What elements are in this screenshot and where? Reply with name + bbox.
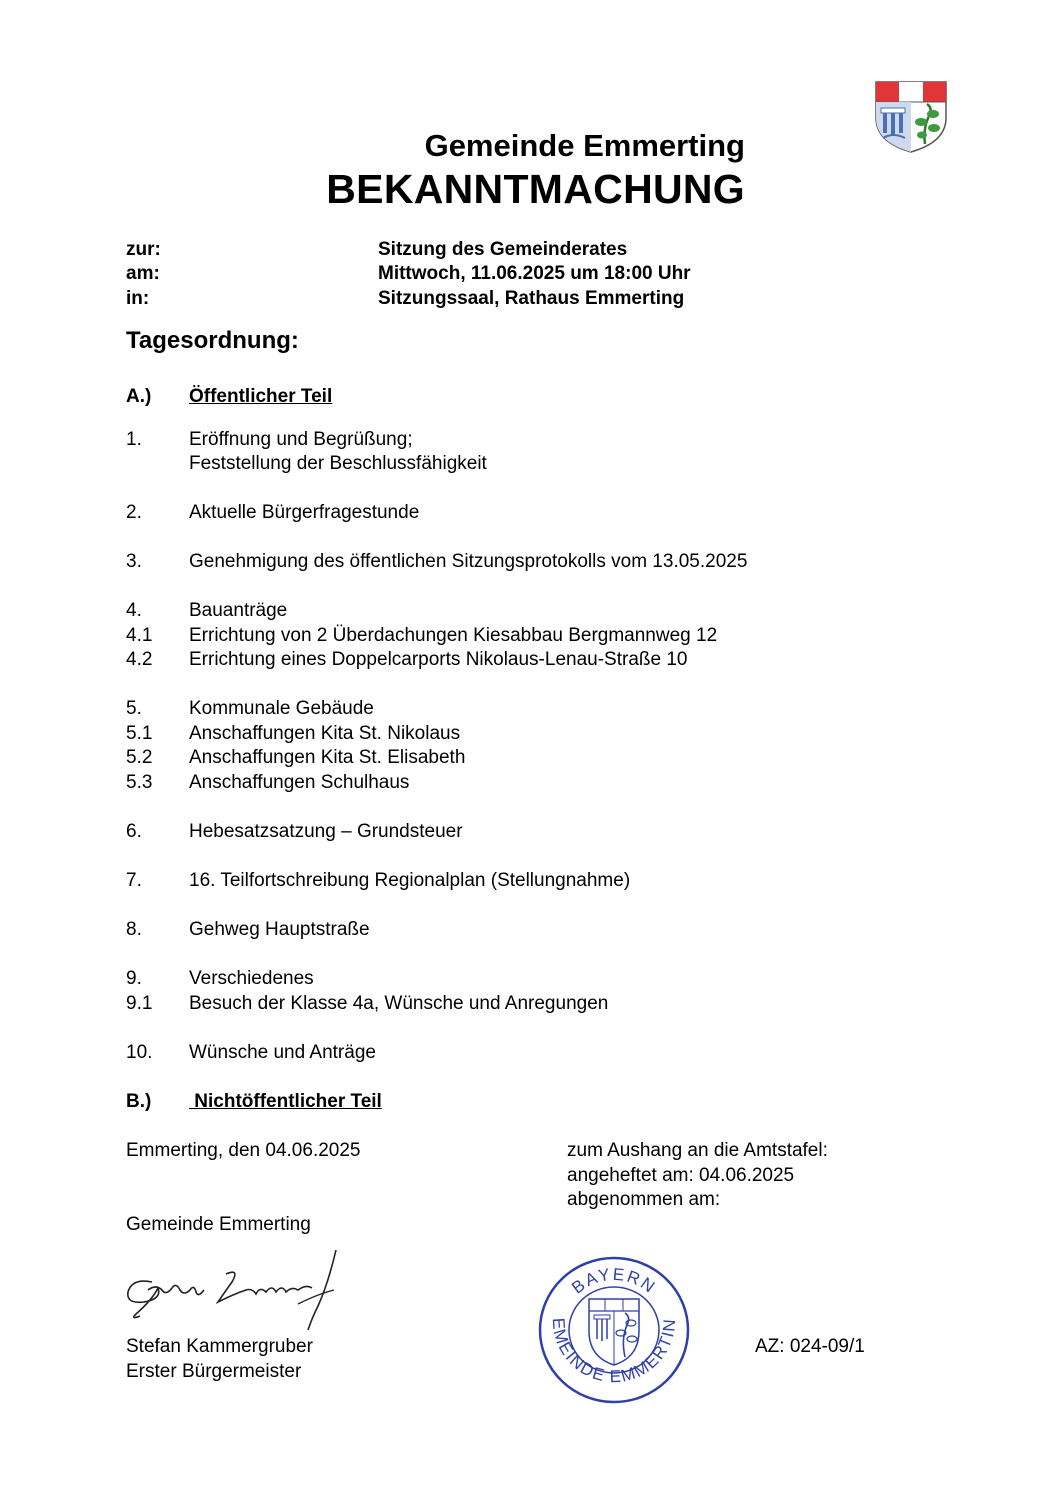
item-text: 16. Teilfortschreibung Regionalplan (Stellungnahme) (189, 870, 631, 891)
svg-text:BAYERN: BAYERN (568, 1264, 660, 1298)
posted-date: angeheftet am: 04.06.2025 (567, 1165, 795, 1186)
item-text: Bauanträge (189, 600, 288, 621)
meta-label: in: (126, 288, 150, 309)
meta-value: Sitzung des Gemeinderates (378, 239, 628, 260)
official-seal-icon (537, 1255, 691, 1405)
item-number: 2. (126, 502, 142, 523)
item-text: Verschiedenes (189, 968, 314, 989)
item-number: 9.1 (126, 993, 153, 1014)
removed-date: abgenommen am: (567, 1189, 721, 1210)
item-text: Eröffnung und Begrüßung; (189, 429, 413, 450)
item-number: 5.1 (126, 723, 153, 744)
item-text: Genehmigung des öffentlichen Sitzungsprotokolls vom 13.05.2025 (189, 551, 748, 572)
municipality-title: Gemeinde Emmerting (424, 128, 745, 163)
item-number: 6. (126, 821, 142, 842)
organization: Gemeinde Emmerting (126, 1214, 311, 1235)
item-number: 4.2 (126, 649, 153, 670)
posting-title: zum Aushang an die Amtstafel: (567, 1140, 828, 1161)
svg-text:GEMEINDE EMMERTING: EMEINDE EMMERTIN (548, 1317, 680, 1387)
signature-icon (122, 1244, 340, 1336)
item-number: 4. (126, 600, 142, 621)
item-number: 8. (126, 919, 142, 940)
item-text: Kommunale Gebäude (189, 698, 374, 719)
item-number: 4.1 (126, 625, 153, 646)
agenda-heading: Tagesordnung: (126, 327, 299, 354)
item-text: Wünsche und Anträge (189, 1042, 376, 1063)
item-number: 3. (126, 551, 142, 572)
item-text: Besuch der Klasse 4a, Wünsche und Anregungen (189, 993, 609, 1014)
place-date: Emmerting, den 04.06.2025 (126, 1140, 361, 1161)
section-title: Nichtöffentlicher Teil (189, 1091, 382, 1112)
signer-role: Erster Bürgermeister (126, 1361, 302, 1382)
item-text: Anschaffungen Schulhaus (189, 772, 410, 793)
item-number: 5. (126, 698, 142, 719)
item-number: 7. (126, 870, 142, 891)
coat-of-arms-icon (873, 80, 949, 154)
item-text: Anschaffungen Kita St. Elisabeth (189, 747, 466, 768)
reference-number: AZ: 024-09/1 (755, 1336, 865, 1357)
section-label: B.) (126, 1091, 152, 1112)
item-number: 10. (126, 1042, 153, 1063)
document-title: BEKANNTMACHUNG (326, 166, 745, 212)
item-number: 1. (126, 429, 142, 450)
item-text: Aktuelle Bürgerfragestunde (189, 502, 420, 523)
meta-label: zur: (126, 239, 161, 260)
item-number: 9. (126, 968, 142, 989)
section-title: Öffentlicher Teil (189, 386, 333, 407)
item-text: Anschaffungen Kita St. Nikolaus (189, 723, 461, 744)
meta-label: am: (126, 263, 160, 284)
item-number: 5.2 (126, 747, 153, 768)
meta-value: Mittwoch, 11.06.2025 um 18:00 Uhr (378, 263, 691, 284)
item-text: Errichtung eines Doppelcarports Nikolaus-Lenau-Straße 10 (189, 649, 688, 670)
item-text: Gehweg Hauptstraße (189, 919, 370, 940)
item-text: Errichtung von 2 Überdachungen Kiesabbau Bergmannweg 12 (189, 625, 718, 646)
item-number: 5.3 (126, 772, 153, 793)
item-text: Hebesatzsatzung – Grundsteuer (189, 821, 463, 842)
section-label: A.) (126, 386, 152, 407)
signer-name: Stefan Kammergruber (126, 1336, 313, 1357)
meta-value: Sitzungssaal, Rathaus Emmerting (378, 288, 685, 309)
item-text: Feststellung der Beschlussfähigkeit (189, 453, 487, 474)
